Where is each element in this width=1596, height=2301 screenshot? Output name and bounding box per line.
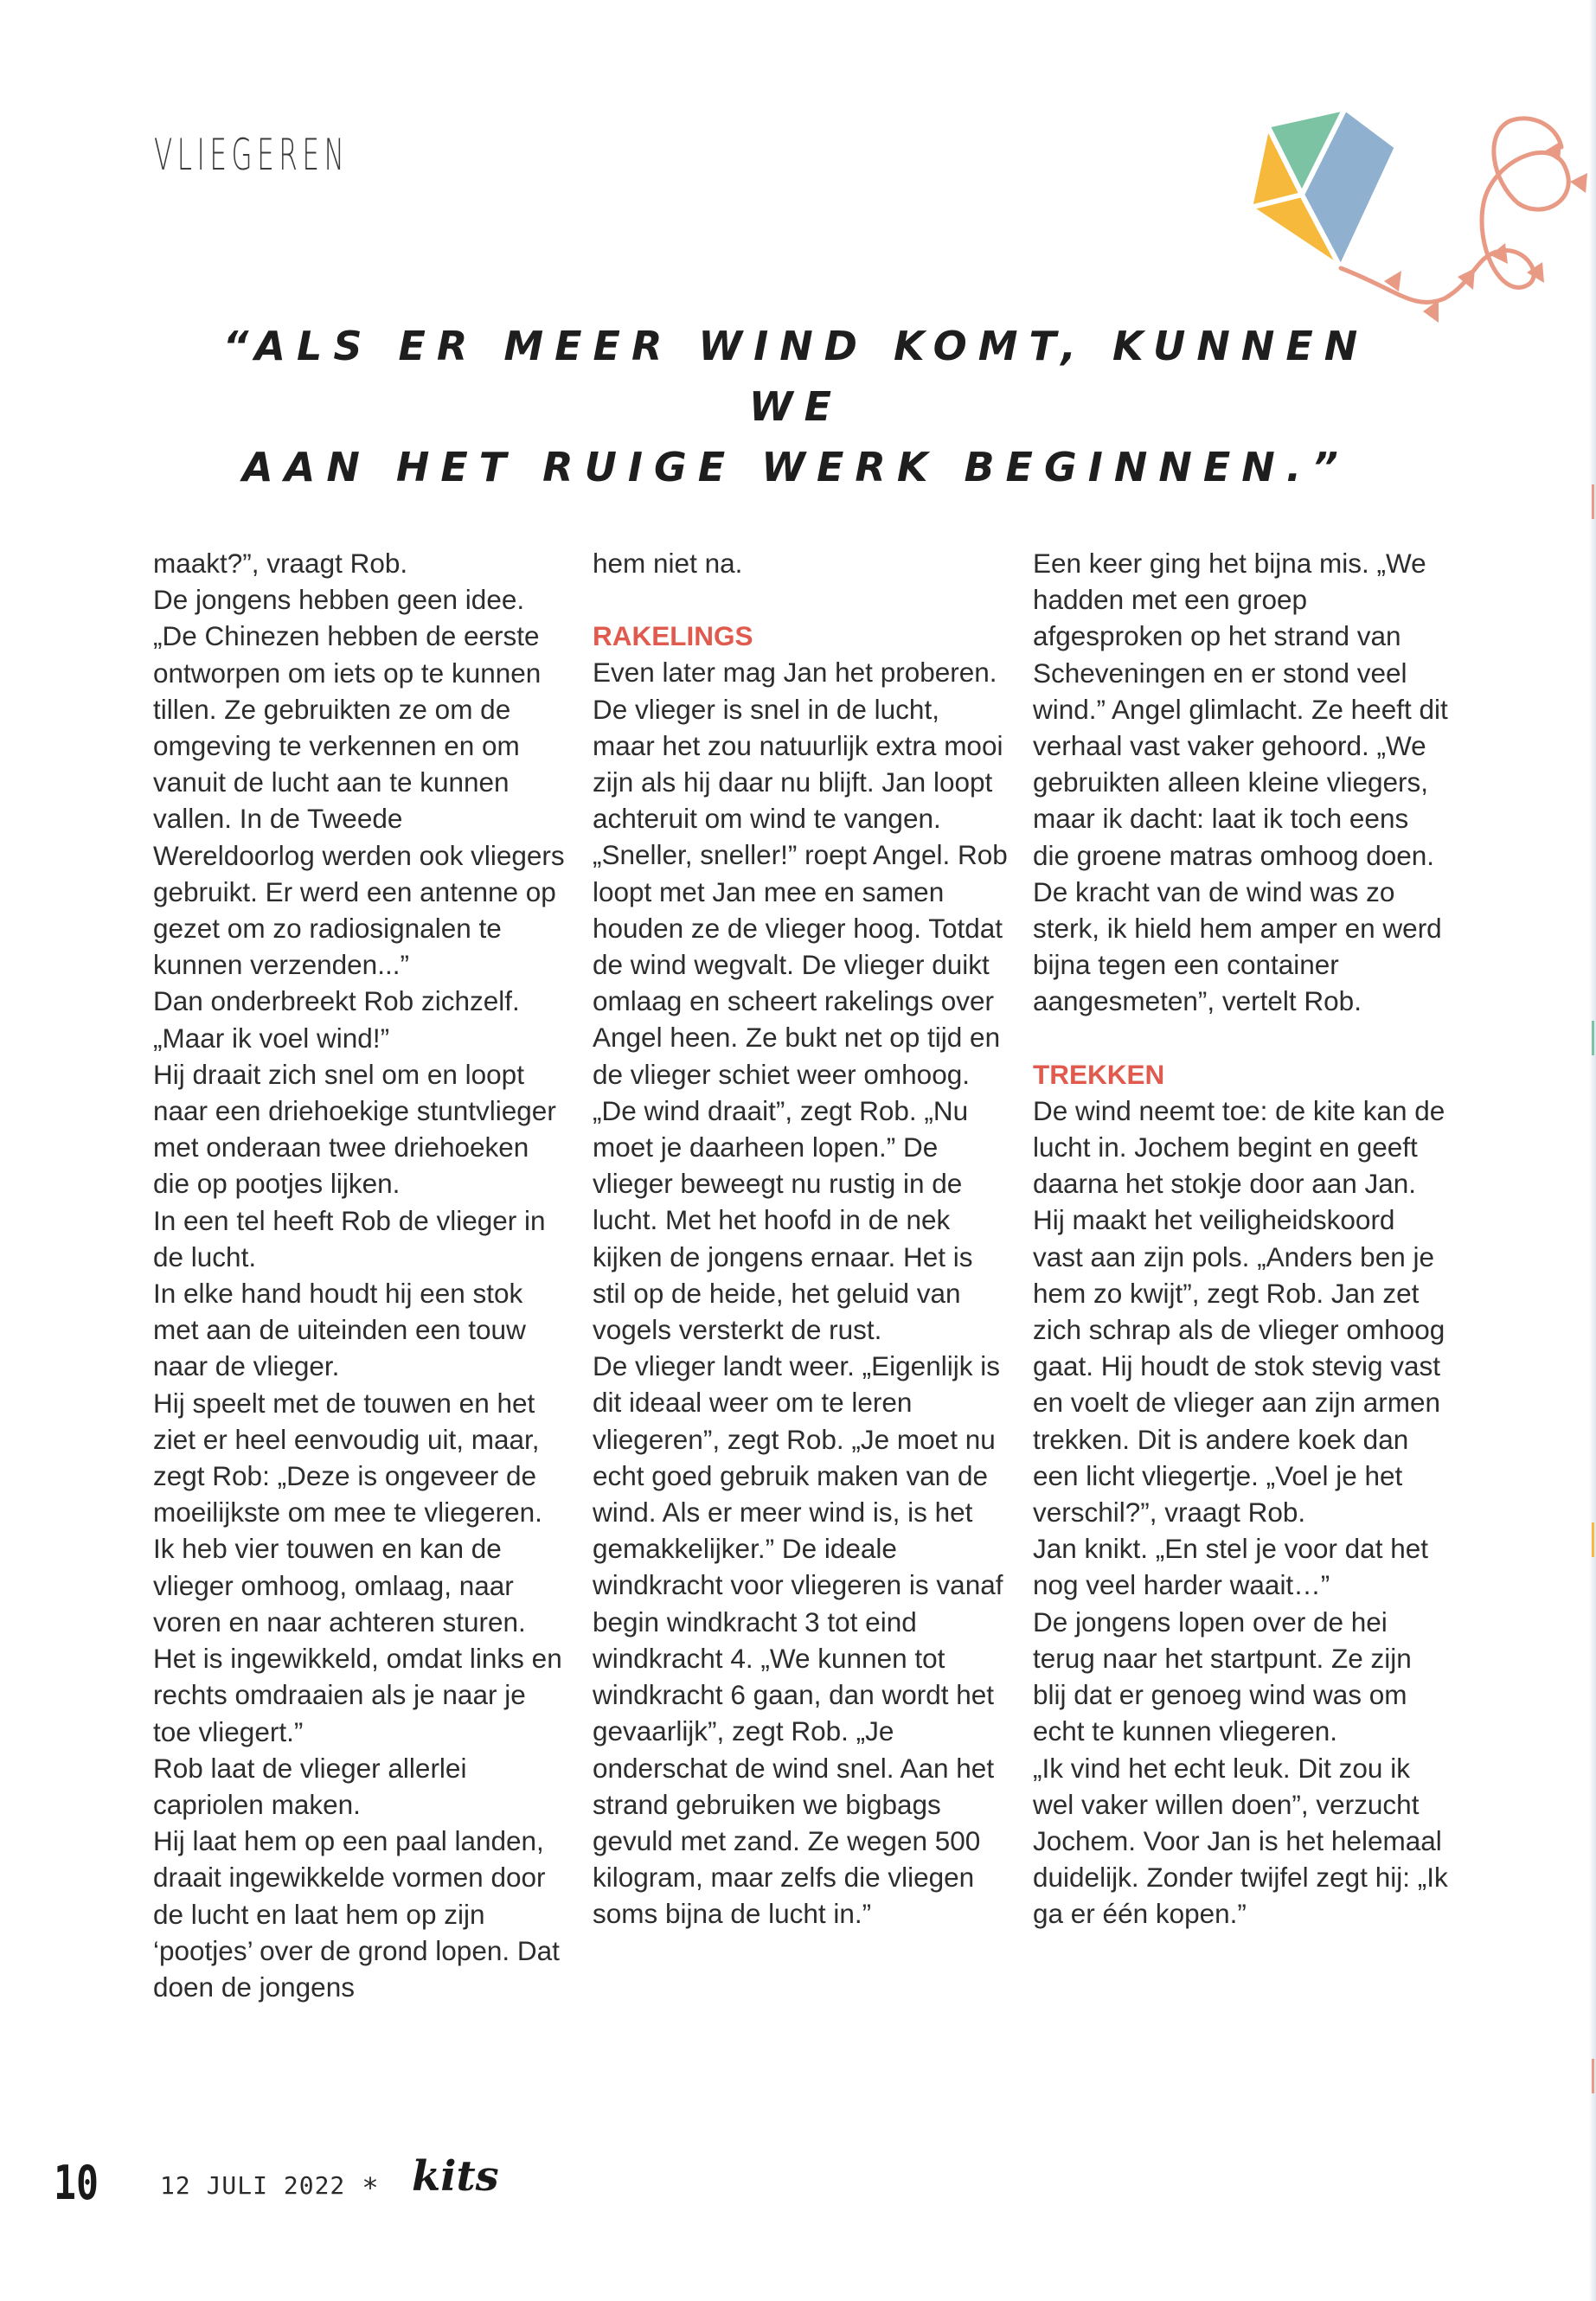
- paragraph: hem niet na.: [593, 548, 743, 579]
- paragraph: Hij draait zich snel om en loopt naar een driehoekige stuntvlieger met onderaan twee driehoeken die op pootjes lijken.: [153, 1058, 556, 1200]
- paragraph: Hij laat hem op een paal landen, draait ingewikkelde vormen door de lucht en laat hem op zijn ‘pootjes’ over de grond lopen. Dat doen de jongens: [153, 1825, 560, 2003]
- paragraph: „Sneller, sneller!” roept Angel. Rob loopt met Jan mee en samen houden ze de vlieger hoog. Totdat de wind wegvalt. De vlieger duikt omlaag en scheert rakelings over Angel heen. Ze bukt net op tijd en de vlieger schiet weer omhoog.: [593, 839, 1008, 1090]
- pull-quote-line-2: AAN HET RUIGE WERK BEGINNEN.”: [242, 444, 1349, 490]
- paragraph: Een keer ging het bijna mis. „We hadden met een groep afgesproken op het strand van Scheveningen en er stond veel wind.” Angel glimlacht. Ze heeft dit verhaal vast vaker gehoord. „We gebruikten alleen kleine vliegers, maar ik dacht: laat ik toch eens die groene matras omhoog doen. De kracht van de wind was zo sterk, ik hield hem amper en werd bijna tegen een container aangesmeten”, vertelt Rob.: [1033, 548, 1448, 1017]
- paragraph: Even later mag Jan het proberen. De vlieger is snel in de lucht, maar het zou natuurlijk extra mooi zijn als hij daar nu blijft. Jan loopt achteruit om wind te vangen.: [593, 657, 1003, 835]
- footer-separator: *: [363, 2171, 377, 2204]
- kite-body: [1250, 108, 1397, 268]
- article-column-1: [153, 545, 568, 2005]
- subheading-trekken: TREKKEN: [1033, 1058, 1165, 1090]
- article-column-2: [593, 545, 1008, 1932]
- page-number: 10: [54, 2156, 99, 2210]
- paragraph: De vlieger landt weer. „Eigenlijk is dit ideaal weer om te leren vliegeren”, zegt Rob. „Je moet nu echt goed gebruik maken van de wind. Als er meer wind is, is het gemakkelijker.” De ideale windkracht voor vliegeren is vanaf begin windkracht 3 tot eind windkracht 4. „We kunnen tot windkracht 6 gaan, dan wordt het gevaarlijk”, zegt Rob. „Je onderschat de wind snel. Aan het strand gebruiken we bigbags gevuld met zand. Ze wegen 500 kilogram, maar zelfs die vliegen soms bijna de lucht in.”: [593, 1350, 1003, 1930]
- paragraph: Jan knikt. „En stel je voor dat het nog veel harder waait…”: [1033, 1533, 1428, 1601]
- paragraph: De wind neemt toe: de kite kan de lucht in. Jochem begint en geeft daarna het stokje door aan Jan. Hij maakt het veiligheidskoord vast aan zijn pols. „Anders ben je hem zo kwijt”, zegt Rob. Jan zet zich schrap als de vlieger omhoog gaat. Hij houdt de stok stevig vast en voelt de vlieger aan zijn armen trekken. Dit is andere koek dan een licht vliegertje. „Voel je het verschil?”, vraagt Rob.: [1033, 1094, 1445, 1529]
- issue-date: 12 JULI 2022: [160, 2171, 346, 2200]
- paragraph: Dan onderbreekt Rob zichzelf. „Maar ik voel wind!”: [153, 985, 520, 1054]
- article-column-3: [1033, 545, 1448, 1932]
- paragraph: In een tel heeft Rob de vlieger in de lucht.: [153, 1204, 546, 1272]
- paragraph: De jongens hebben geen idee.: [153, 584, 525, 616]
- kite-bows: [1384, 141, 1587, 323]
- paragraph: „De wind draait”, zegt Rob. „Nu moet je daarheen lopen.” De vlieger beweegt nu rustig in de lucht. Met het hoofd in de nek kijken de jongens ernaar. Het is stil op de heide, het geluid van vogels versterkt de rust.: [593, 1094, 973, 1346]
- pull-quote: [199, 316, 1393, 497]
- paragraph: Hij speelt met de touwen en het ziet er heel eenvoudig uit, maar, zegt Rob: „Deze is ongeveer de moeilijkste om mee te vliegeren. Ik heb vier touwen en kan de vlieger omhoog, omlaag, naar voren en naar achteren sturen. Het is ingewikkeld, omdat links en rechts omdraaien als je naar je toe vliegert.”: [153, 1387, 562, 1747]
- paragraph: Rob laat de vlieger allerlei capriolen maken.: [153, 1752, 467, 1820]
- paragraph: De jongens lopen over de hei terug naar het startpunt. Ze zijn blij dat er genoeg wind was om echt te kunnen vliegeren.: [1033, 1606, 1412, 1747]
- paragraph: maakt?”, vraagt Rob.: [153, 548, 408, 579]
- page-edge: [1589, 0, 1596, 2301]
- subheading-rakelings: RAKELINGS: [593, 620, 753, 652]
- paragraph: In elke hand houdt hij een stok met aan de uiteinden een touw naar de vlieger.: [153, 1278, 526, 1382]
- paragraph: „Ik vind het echt leuk. Dit zou ik wel vaker willen doen”, verzucht Jochem. Voor Jan is het helemaal duidelijk. Zonder twijfel zegt hij: „Ik ga er één kopen.”: [1033, 1752, 1448, 1930]
- magazine-logo: kits: [412, 2152, 499, 2201]
- pull-quote-line-1: “ALS ER MEER WIND KOMT, KUNNEN WE: [222, 323, 1369, 430]
- paragraph: „De Chinezen hebben de eerste ontworpen om iets op te kunnen tillen. Ze gebruikten ze om de omgeving te verkennen en om vanuit de lucht aan te kunnen vallen. In de Tweede Wereldoorlog werden ook vliegers gebruikt. Er werd een antenne op gezet om zo radiosignalen te kunnen verzenden...”: [153, 620, 565, 981]
- section-label: VLIEGEREN: [154, 130, 349, 180]
